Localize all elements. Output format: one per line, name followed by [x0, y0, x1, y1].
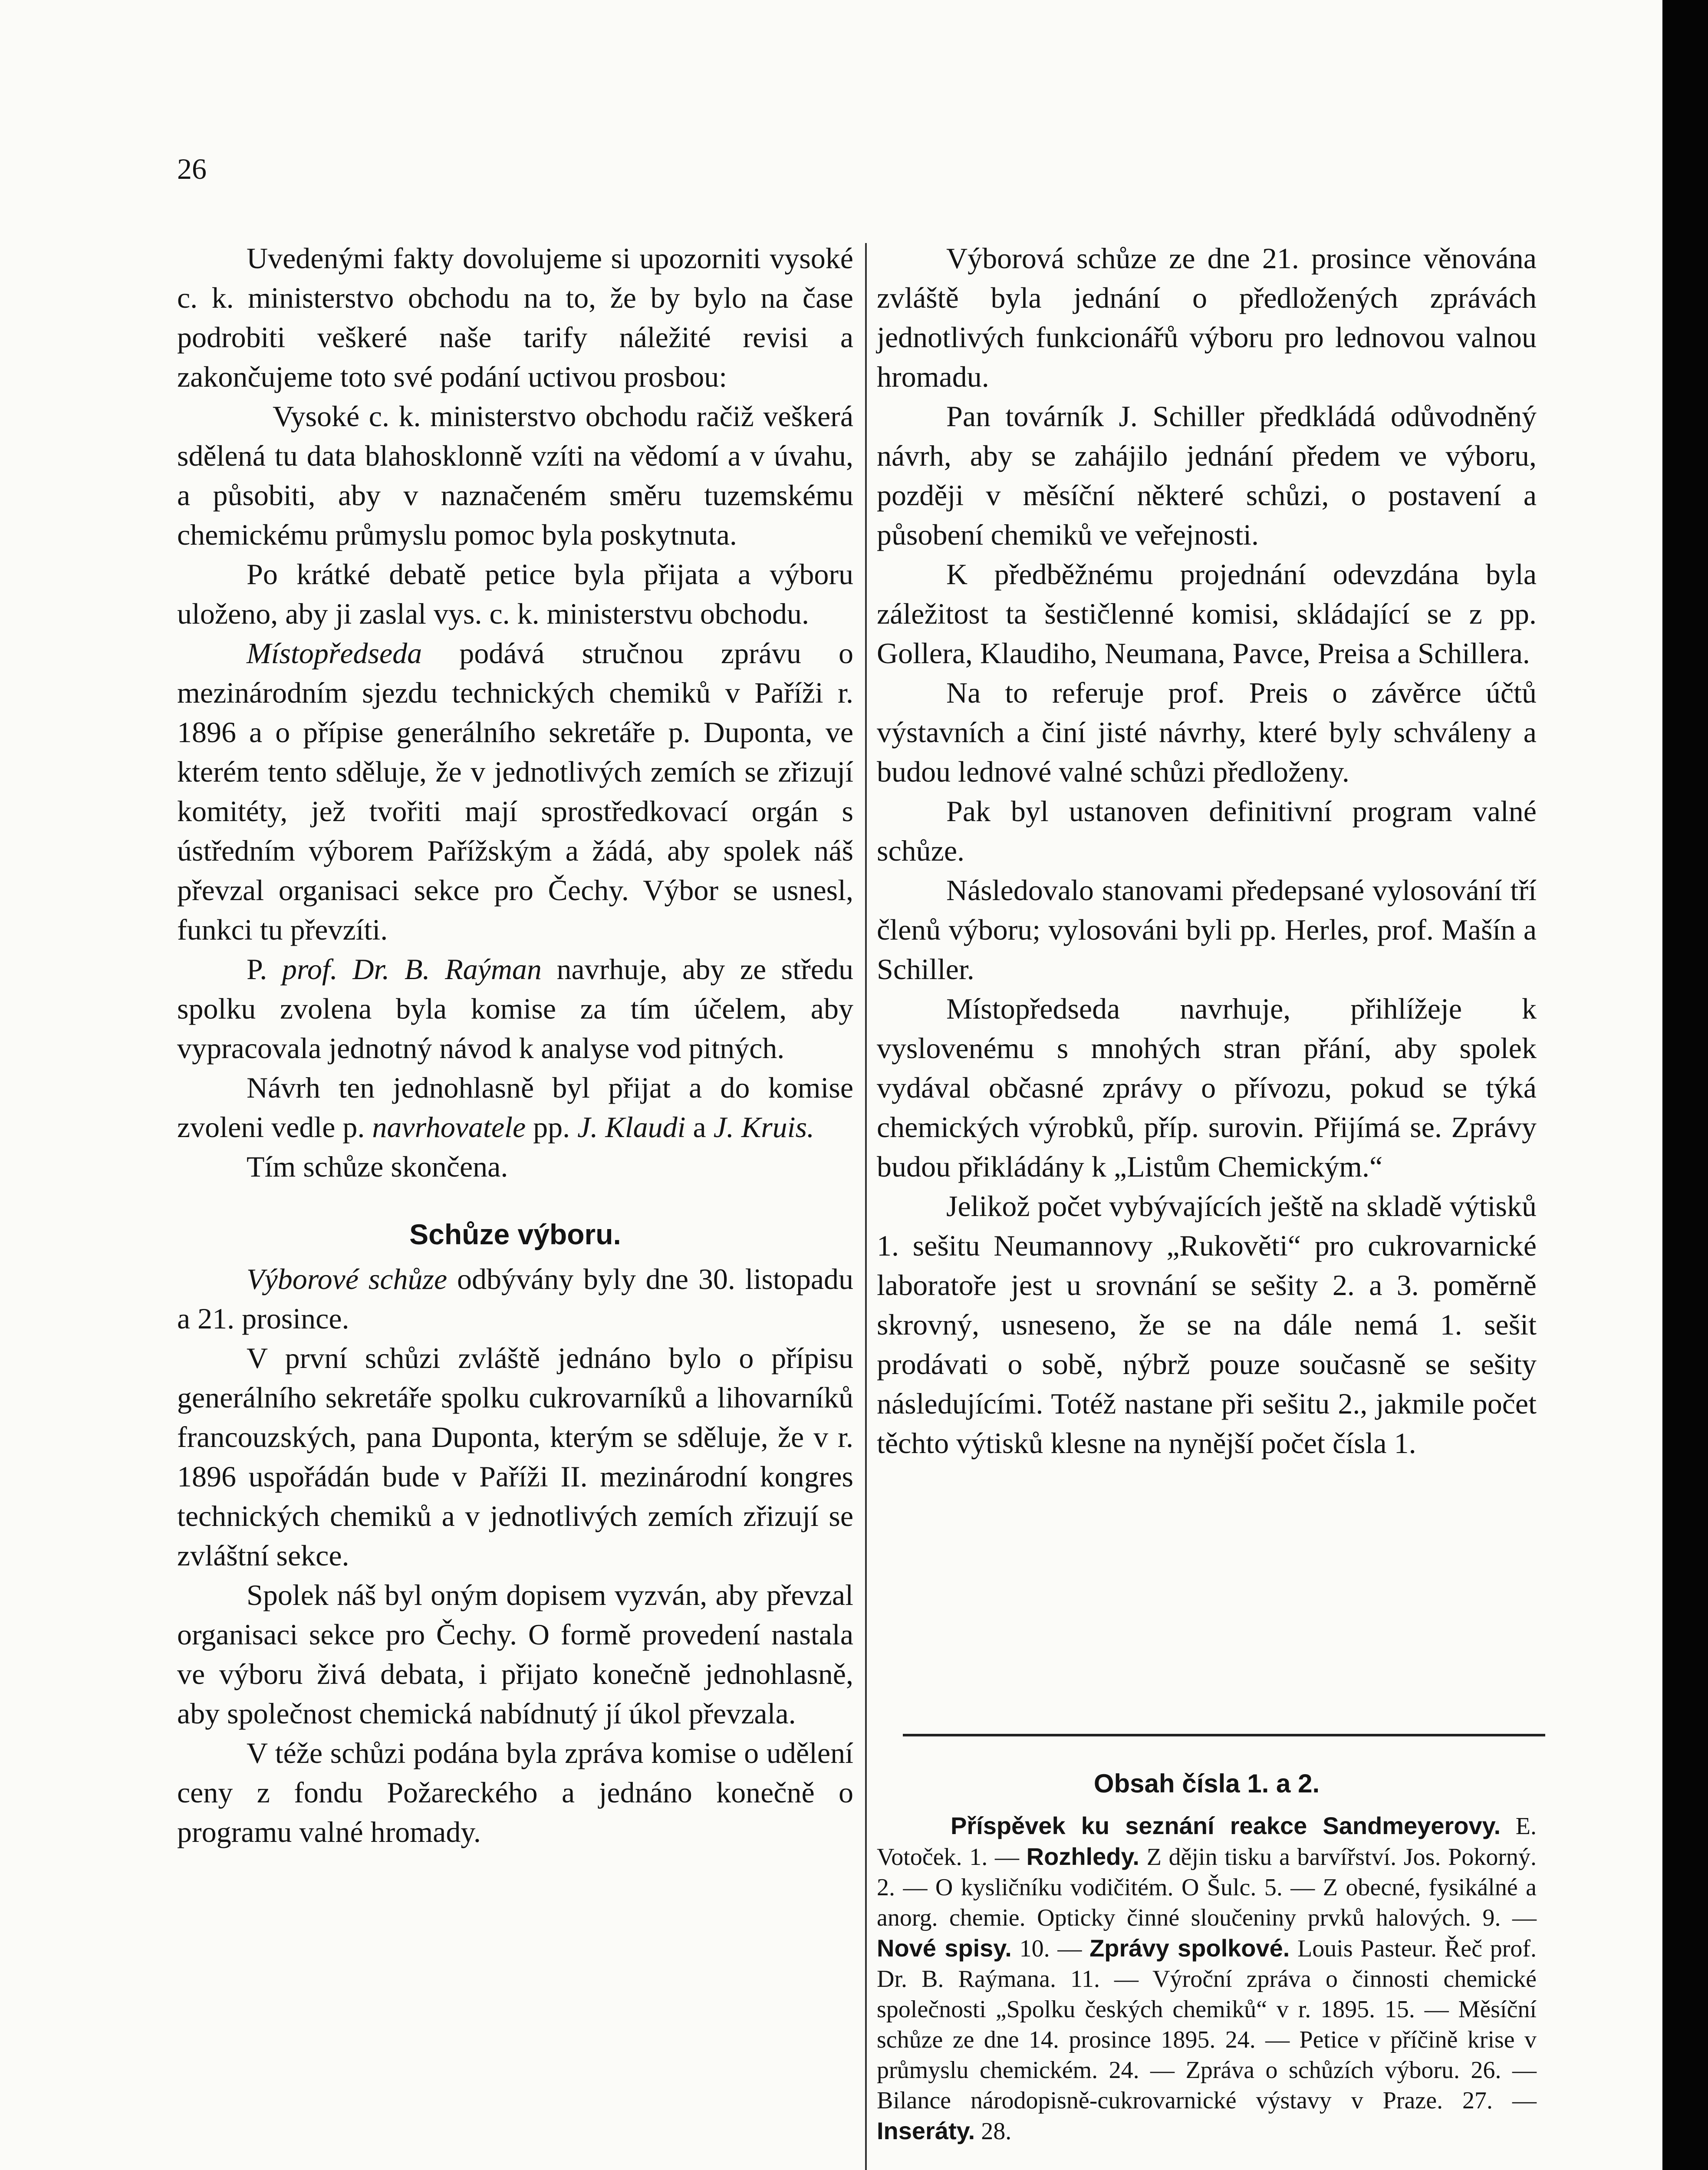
paragraph: Po krátké debatě petice byla přijata a výboru uloženo, aby ji zaslal vys. c. k. ministerstvu obchodu. — [177, 558, 853, 630]
paragraph: Místopředseda navrhuje, přihlížeje k vyslovenému s mnohých stran přání, aby spolek vydával občasné zprávy o přívozu, pokud se týká chemických výrobků, příp. surovin. Přijímá se. Zprávy budou přikládány k „Listům Chemickým.“ — [877, 992, 1537, 1183]
italic-name: J. Klaudi — [577, 1111, 686, 1144]
left-column — [177, 239, 853, 1852]
paragraph: V první schůzi zvláště jednáno bylo o přípisu generálního sekretáře spolku cukrovarníků a lihovarníků francouzských, pana Duponta, kterým se sděluje, že v r. 1896 uspořádán bude v Paříži II. mezinárodní kongres technických chemiků a v jednotlivých zemích zřizují se zvláštní sekce. — [177, 1341, 853, 1572]
paragraph-text: odbývány byly dne 30. listopadu a 21. prosince. — [177, 1263, 854, 1335]
section-heading: Schůze výboru. — [409, 1218, 621, 1250]
toc-entry-title: Rozhledy. — [1026, 1843, 1139, 1870]
paragraph: Pan továrník J. Schiller předkládá odůvodněný návrh, aby se zahájilo jednání předem ve výboru, později v měsíční některé schůzi, o postavení a působení chemiků ve veřejnosti. — [877, 400, 1537, 551]
paragraph — [177, 950, 853, 1068]
column-divider — [865, 243, 867, 2170]
paragraph: K předběžnému projednání odevzdána byla záležitost ta šestičlenné komisi, skládající se z pp. Gollera, Klaudiho, Neumana, Pavce, Preisa a Schillera. — [877, 558, 1537, 670]
paragraph: Uvedenými fakty dovolujeme si upozorniti vysoké c. k. ministerstvo obchodu na to, že by bylo na čase podrobiti veškeré naše tarify náležité revisi a zakončujeme toto své podání uctivou prosbou: — [177, 242, 853, 393]
toc-entry-text: Louis Pasteur. Řeč prof. Dr. B. Raýmana. 11. — Výroční zpráva o činnosti chemické společnosti „Spolku českých chemiků“ v r. 1895. 15. — Měsíční schůze ze dne 14. prosince 1895. 24. — Petice v příčině krise v průmyslu chemickém. 24. — Zpráva o schůzích výboru. 26. — Bilance národopisně-cukrovarnické výstavy v Praze. 27. — — [877, 1935, 1537, 2114]
toc-entry-text: E. Votoček. 1. — — [877, 1813, 1537, 1871]
italic-term: Výborové schůze — [247, 1263, 448, 1295]
paragraph: Vysoké c. k. ministerstvo obchodu račiž veškerá sdělená tu data blahosklonně vzíti na vědomí a v úvahu, a působiti, aby v naznačeném směru tuzemskému chemickému průmyslu pomoc byla poskytnuta. — [177, 400, 853, 551]
toc-body — [877, 1811, 1537, 2147]
paragraph: Na to referuje prof. Preis o závěrce účtů výstavních a činí jisté návrhy, které byly schváleny a budou lednové valné schůzi předloženy. — [877, 676, 1537, 788]
paragraph-text: podává stručnou zprávu o mezinárodním sjezdu technických chemiků v Paříži r. 1896 a o přípise generálního sekretáře p. Duponta, ve kterém tento sděluje, že v jednotlivých zemích se zřizují komitéty, jež tvořiti mají sprostředkovací orgán s ústředním výborem Pařížským a žádá, aby spolek náš převzal organisaci sekce pro Čechy. Výbor se usnesl, funkci tu převzíti. — [177, 637, 853, 946]
page-number: 26 — [177, 152, 207, 185]
paragraph: Výborová schůze ze dne 21. prosince věnována zvláště byla jednání o předložených zprávách jednotlivých funkcionářů výboru pro lednovou valnou hromadu. — [877, 242, 1537, 393]
paragraph-text: navrhuje, aby ze středu spolku zvolena byla komise za tím účelem, aby vypracovala jednotný návod k analyse vod pitných. — [177, 953, 853, 1065]
paragraph: Následovalo stanovami předepsané vylosování tří členů výboru; vylosováni byli pp. Herles, prof. Mašín a Schiller. — [877, 874, 1537, 986]
italic-name: J. Kruis. — [713, 1111, 815, 1144]
toc-entry-title: Inseráty. — [877, 2117, 975, 2144]
paragraph-text: Návrh ten jednohlasně byl přijat a do komise zvoleni vedle p. — [177, 1071, 853, 1144]
paragraph — [177, 1259, 853, 1338]
table-of-contents — [877, 1766, 1537, 2147]
italic-term: Místopředseda — [247, 637, 422, 670]
scan-border — [1662, 0, 1708, 2170]
paragraph: Tím schůze skončena. — [247, 1150, 508, 1183]
paragraph-text: pp. — [526, 1111, 578, 1144]
paragraph — [177, 634, 853, 950]
toc-entry-text: 10. — — [1011, 1935, 1090, 1962]
italic-name: prof. Dr. B. Raýman — [282, 953, 542, 986]
paragraph — [177, 1068, 853, 1147]
paragraph: Spolek náš byl oným dopisem vyzván, aby převzal organisaci sekce pro Čechy. O formě provedení nastala ve výboru živá debata, i přijato konečně jednohlasně, aby společnost chemická nabídnutý jí úkol převzala. — [177, 1578, 853, 1730]
italic-term: navrhovatele — [372, 1111, 526, 1144]
paragraph: Pak byl ustanoven definitivní program valné schůze. — [877, 795, 1537, 867]
toc-entry-title: Zprávy spolkové. — [1089, 1934, 1290, 1962]
horizontal-rule — [903, 1734, 1545, 1736]
toc-entry-text: 28. — [975, 2118, 1012, 2145]
toc-entry-title: Nové spisy. — [877, 1934, 1012, 1962]
toc-entry-title: Příspěvek ku seznání reakce Sandmeyerovy. — [951, 1812, 1501, 1839]
paragraph: V téže schůzi podána byla zpráva komise o udělení ceny z fondu Požareckého a jednáno konečně o programu valné hromady. — [177, 1736, 853, 1848]
paragraph-text: a — [685, 1111, 714, 1144]
toc-entry-text: Z dějin tisku a barvířství. Jos. Pokorný. 2. — O kysličníku vodičitém. O Šulc. 5. — Z obecné, fysikálné a anorg. chemie. Opticky činné sloučeniny prvků halových. 9. — — [877, 1844, 1537, 1931]
right-column — [877, 239, 1537, 1463]
toc-title: Obsah čísla 1. a 2. — [1093, 1769, 1320, 1798]
paragraph: Jelikož počet vybývajících ještě na skladě výtisků 1. sešitu Neumannovy „Rukověti“ pro cukrovarnické laboratoře jest u srovnání se sešity 2. a 3. poměrně skrovný, usneseno, že se na dále nemá 1. sešit prodávati o sobě, nýbrž pouze současně se sešity následujícími. Totéž nastane při sešitu 2., jakmile počet těchto výtisků klesne na nynější počet čísla 1. — [877, 1190, 1537, 1460]
paragraph-text: P. — [247, 953, 282, 986]
